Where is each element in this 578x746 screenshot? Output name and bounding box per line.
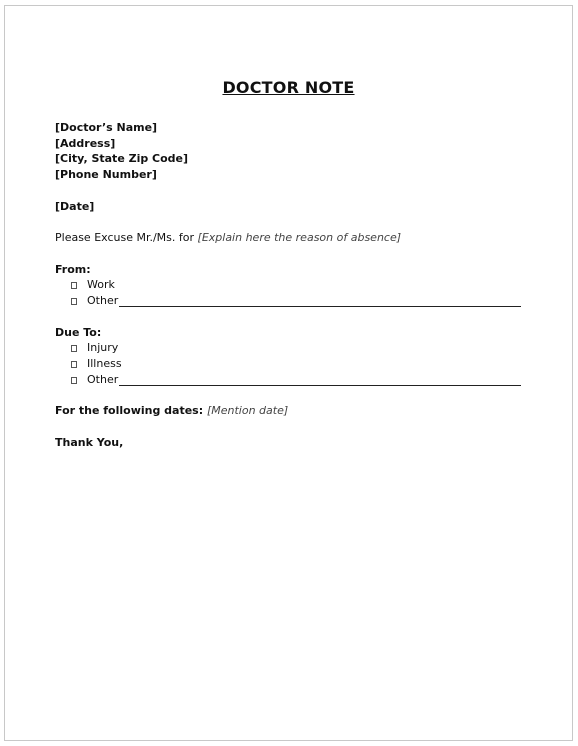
- due-option-injury[interactable]: [71, 341, 118, 355]
- from-option-work[interactable]: [71, 278, 115, 292]
- page-title: DOCTOR NOTE: [222, 78, 355, 97]
- closing: Thank You,: [55, 436, 124, 449]
- due-to-label: Due To:: [55, 326, 102, 339]
- document-page: [4, 5, 573, 741]
- option-label: Injury: [87, 341, 119, 354]
- from-option-other[interactable]: [71, 294, 521, 308]
- excuse-line: [55, 231, 401, 245]
- other-fill-line[interactable]: [119, 295, 521, 307]
- address: [Address]: [55, 137, 116, 150]
- checkbox-icon[interactable]: [71, 282, 77, 289]
- checkbox-icon[interactable]: [71, 345, 77, 352]
- option-label: Other: [87, 294, 119, 307]
- doctor-name: [Doctor’s Name]: [55, 121, 158, 134]
- excuse-lead: Please Excuse Mr./Ms. for: [55, 231, 198, 244]
- other-fill-line[interactable]: [119, 374, 521, 386]
- option-label: Other: [87, 373, 119, 386]
- checkbox-icon[interactable]: [71, 298, 77, 305]
- due-option-illness[interactable]: [71, 357, 122, 371]
- option-label: Work: [87, 278, 115, 291]
- phone-number: [Phone Number]: [55, 168, 157, 181]
- checkbox-icon[interactable]: [71, 361, 77, 368]
- dates-value: [Mention date]: [206, 404, 289, 417]
- dates-label: For the following dates:: [55, 404, 207, 417]
- from-label: From:: [55, 263, 91, 276]
- checkbox-icon[interactable]: [71, 377, 77, 384]
- due-option-other[interactable]: [71, 373, 521, 387]
- excuse-reason: [Explain here the reason of absence]: [197, 231, 402, 244]
- option-label: Illness: [87, 357, 122, 370]
- date: [Date]: [55, 200, 95, 213]
- city-state-zip: [City, State Zip Code]: [55, 152, 189, 165]
- dates-line: [55, 404, 288, 418]
